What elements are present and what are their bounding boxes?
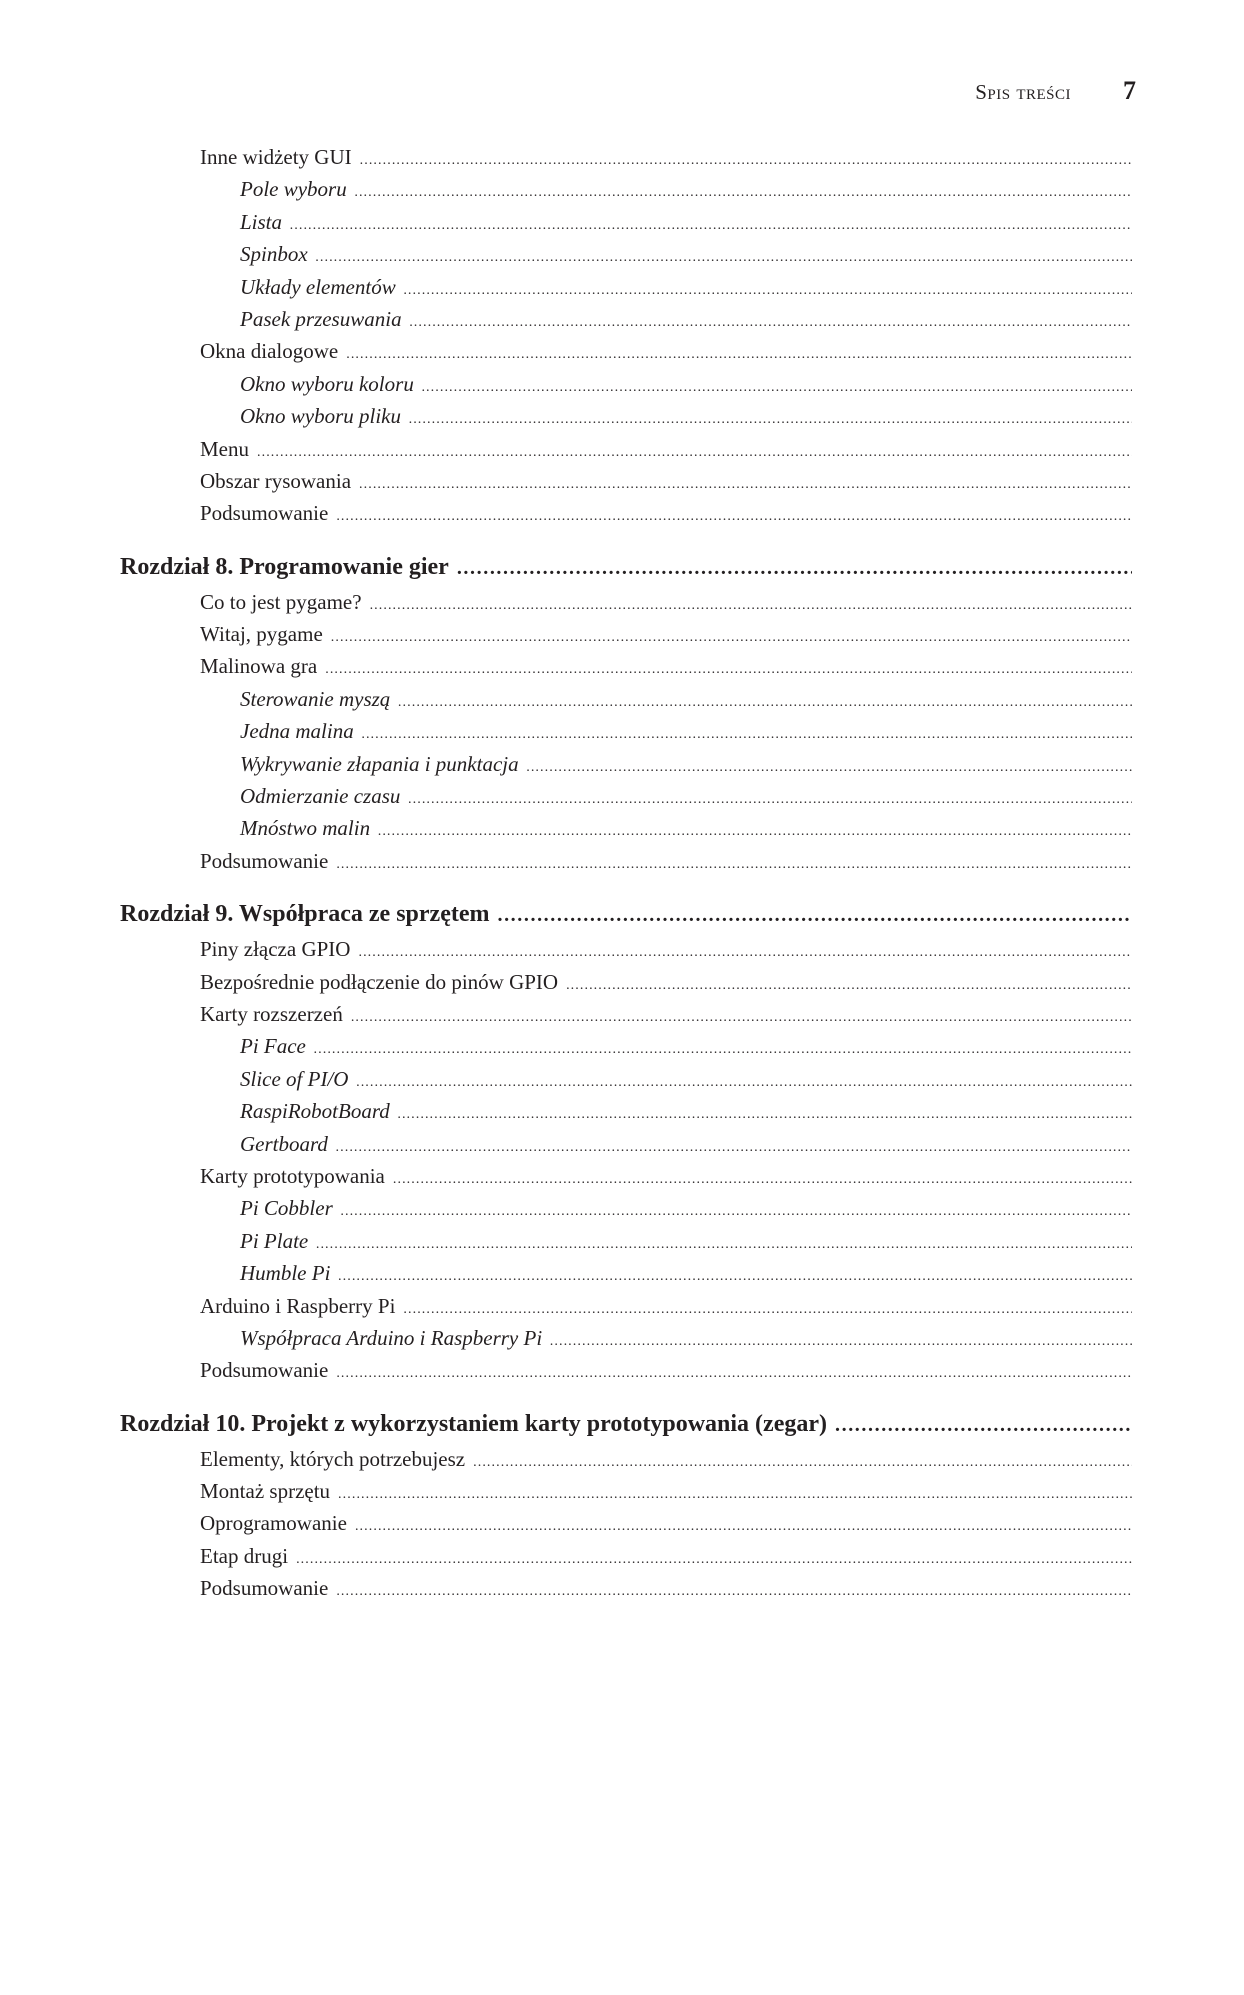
toc-entry-label: Pasek przesuwania <box>240 306 402 331</box>
toc-entry-label: Witaj, pygame <box>200 622 323 647</box>
toc-entry-label: Gertboard <box>240 1131 328 1156</box>
toc-entry-label: Podsumowanie <box>200 1358 329 1383</box>
toc-entry-label: Bezpośrednie podłączenie do pinów GPIO <box>200 969 559 994</box>
toc-entry-label: Mnóstwo malin <box>240 816 371 841</box>
toc-entry-label: Podsumowanie <box>200 501 329 526</box>
toc-entry-label: Pi Cobbler <box>240 1196 333 1221</box>
toc-entry-label: Pole wyboru <box>240 177 347 202</box>
toc-entry-label: Lista <box>240 209 283 234</box>
toc-entry-label: Menu <box>200 436 249 461</box>
toc-entry-label: Pi Face <box>240 1034 306 1059</box>
toc-entry-label: Okno wyboru pliku <box>240 404 401 429</box>
toc-entry-label: Etap drugi <box>200 1543 289 1568</box>
toc-entry-label: Jedna malina <box>240 719 354 744</box>
header-title: Spis treści <box>975 80 1071 104</box>
toc-entry-label: Oprogramowanie <box>200 1511 347 1536</box>
toc-entry-label: Montaż sprzętu <box>200 1479 331 1504</box>
toc-entry-label: Arduino i Raspberry Pi <box>200 1293 396 1318</box>
toc-entry-label: Układy elementów <box>240 274 396 299</box>
running-header <box>975 76 1136 106</box>
toc-entry-label: Elementy, których potrzebujesz <box>200 1446 466 1471</box>
header-page-number: 7 <box>1123 76 1136 105</box>
toc-entry-label: Okna dialogowe <box>200 339 339 364</box>
toc-entry-label: Odmierzanie czasu <box>240 784 401 809</box>
toc-entry-label: Slice of PI/O <box>240 1066 349 1091</box>
table-of-contents <box>120 145 1136 1609</box>
toc-entry-label: Humble Pi <box>240 1261 331 1286</box>
toc-entry-label: Karty rozszerzeń <box>200 1001 343 1026</box>
toc-entry-label: Obszar rysowania <box>200 468 352 493</box>
toc-entry-label: Inne widżety GUI <box>200 145 352 169</box>
toc-entry-label: Wykrywanie złapania i punktacja <box>240 751 519 776</box>
toc-entry-label: Podsumowanie <box>200 848 329 873</box>
toc-entry-label: Karty prototypowania <box>200 1163 385 1188</box>
toc-entry-label: Piny złącza GPIO <box>200 937 351 962</box>
toc-entry-label: Rozdział 10. Projekt z wykorzystaniem karty prototypowania (zegar) <box>120 1410 827 1437</box>
toc-entry-label: Podsumowanie <box>200 1576 329 1601</box>
toc-entry-label: Spinbox <box>240 242 308 267</box>
toc-entry-label: Sterowanie myszą <box>240 686 391 711</box>
toc-entry-label: Rozdział 8. Programowanie gier <box>120 553 449 580</box>
toc-entry-label: Pi Plate <box>240 1228 309 1253</box>
toc-entry <box>120 1576 1136 1608</box>
toc-entry-page <box>120 145 1244 1995</box>
toc-entry-label: Współpraca Arduino i Raspberry Pi <box>240 1325 543 1350</box>
toc-entry-label: Rozdział 9. Współpraca ze sprzętem <box>120 901 490 928</box>
toc-entry-label: Co to jest pygame? <box>200 589 362 614</box>
toc-entry-label: RaspiRobotBoard <box>240 1099 390 1124</box>
toc-entry-label: Okno wyboru koloru <box>240 371 414 396</box>
toc-entry-label: Malinowa gra <box>200 654 318 679</box>
